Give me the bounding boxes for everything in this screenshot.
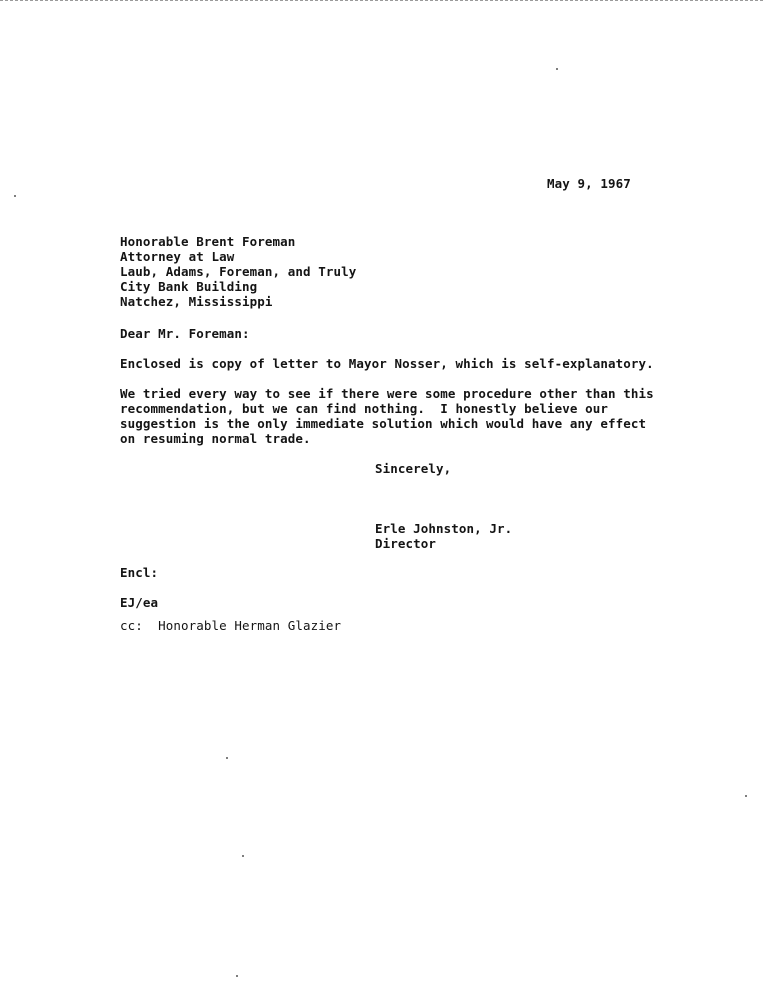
scan-speck [242, 855, 244, 857]
paragraph-line: recommendation, but we can find nothing. I honestly believe our [120, 401, 609, 416]
enclosure-notation: Encl: [120, 565, 159, 580]
page-top-edge [0, 0, 763, 6]
signature-name: Erle Johnston, Jr. [375, 521, 513, 536]
recipient-firm: Laub, Adams, Foreman, and Truly [120, 264, 357, 279]
recipient-title: Attorney at Law [120, 249, 235, 264]
paragraph-line: We tried every way to see if there were some procedure other than this [120, 386, 654, 401]
signature-title: Director [375, 536, 437, 551]
recipient-building: City Bank Building [120, 279, 258, 294]
cc-notation: cc: Honorable Herman Glazier [120, 618, 342, 633]
paragraph-enclosure: Enclosed is copy of letter to Mayor Nosser, which is self-explanatory. [120, 356, 654, 371]
reference-initials: EJ/ea [120, 595, 159, 610]
scan-speck [745, 795, 747, 797]
paragraph-line: on resuming normal trade. [120, 431, 311, 446]
paragraph-line: suggestion is the only immediate solution which would have any effect [120, 416, 647, 431]
scan-speck [14, 195, 16, 197]
letter-date: May 9, 1967 [547, 176, 631, 191]
scan-speck [556, 68, 558, 70]
scan-speck [236, 975, 238, 977]
recipient-city: Natchez, Mississippi [120, 294, 273, 309]
complimentary-close: Sincerely, [375, 461, 452, 476]
recipient-name: Honorable Brent Foreman [120, 234, 296, 249]
salutation: Dear Mr. Foreman: [120, 326, 250, 341]
scan-speck [226, 757, 228, 759]
